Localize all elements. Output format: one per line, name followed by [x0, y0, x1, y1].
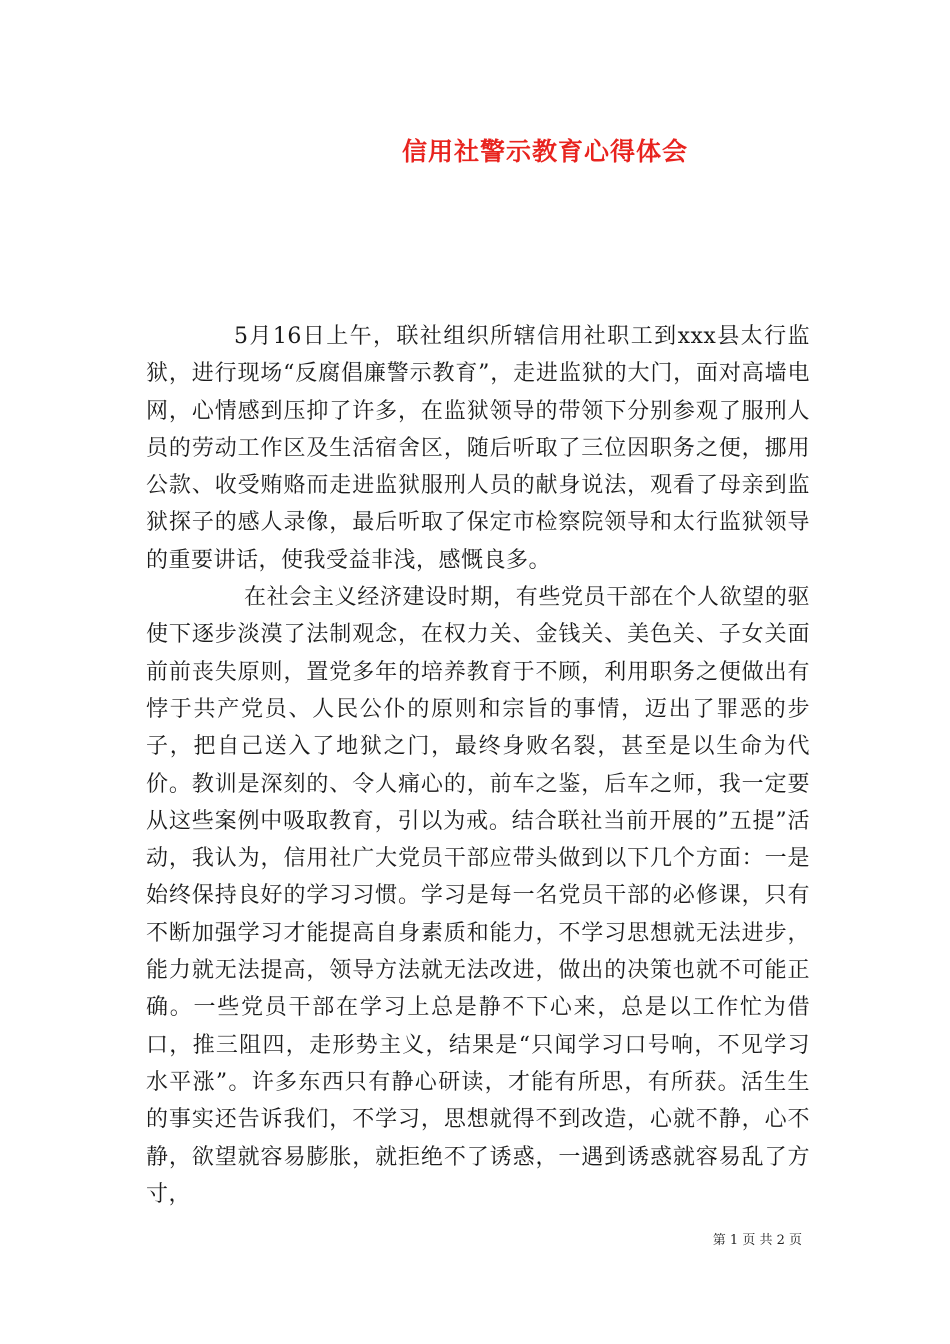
- document-title: 信用社警示教育心得体会: [401, 137, 688, 166]
- document-body: [146, 318, 810, 1213]
- paragraph-1: 5月16日上午，联社组织所辖信用社职工到xxx县太行监狱，进行现场“反腐倡廉警示教育”，走进监狱的大门，面对高墙电网，心情感到压抑了许多，在监狱领导的带领下分别参观了服刑人员的劳动工作区及生活宿舍区，随后听取了三位因职务之便，挪用公款、收受贿赂而走进监狱服刑人员的献身说法，观看了母亲到监狱探子的感人录像，最后听取了保定市检察院领导和太行监狱领导的重要讲话，使我受益非浅，感慨良多。: [146, 324, 810, 573]
- page-number-footer: 第 1 页 共 2 页: [712, 1233, 802, 1248]
- paragraph-2: 在社会主义经济建设时期，有些党员干部在个人欲望的驱使下逐步淡漠了法制观念，在权力关、金钱关、美色关、子女关面前前丧失原则，置党多年的培养教育于不顾，利用职务之便做出有悖于共产党员、人民公仆的原则和宗旨的事情，迈出了罪恶的步子，把自己送入了地狱之门，最终身败名裂，甚至是以生命为代价。教训是深刻的、令人痛心的，前车之鉴，后车之师，我一定要从这些案例中吸取教育，引以为戒。结合联社当前开展的”五提”活动，我认为，信用社广大党员干部应带头做到以下几个方面：一是始终保持良好的学习习惯。学习是每一名党员干部的必修课，只有不断加强学习才能提高自身素质和能力，不学习思想就无法进步，能力就无法提高，领导方法就无法改进，做出的决策也就不可能正确。一些党员干部在学习上总是静不下心来，总是以工作忙为借口，推三阻四，走形势主义，结果是“只闻学习口号响，不见学习水平涨”。许多东西只有静心研读，才能有所思，有所获。活生生的事实还告诉我们，不学习，思想就得不到改造，心就不静，心不静，欲望就容易膨胀，就拒绝不了诱惑，一遇到诱惑就容易乱了方寸，: [146, 585, 810, 1207]
